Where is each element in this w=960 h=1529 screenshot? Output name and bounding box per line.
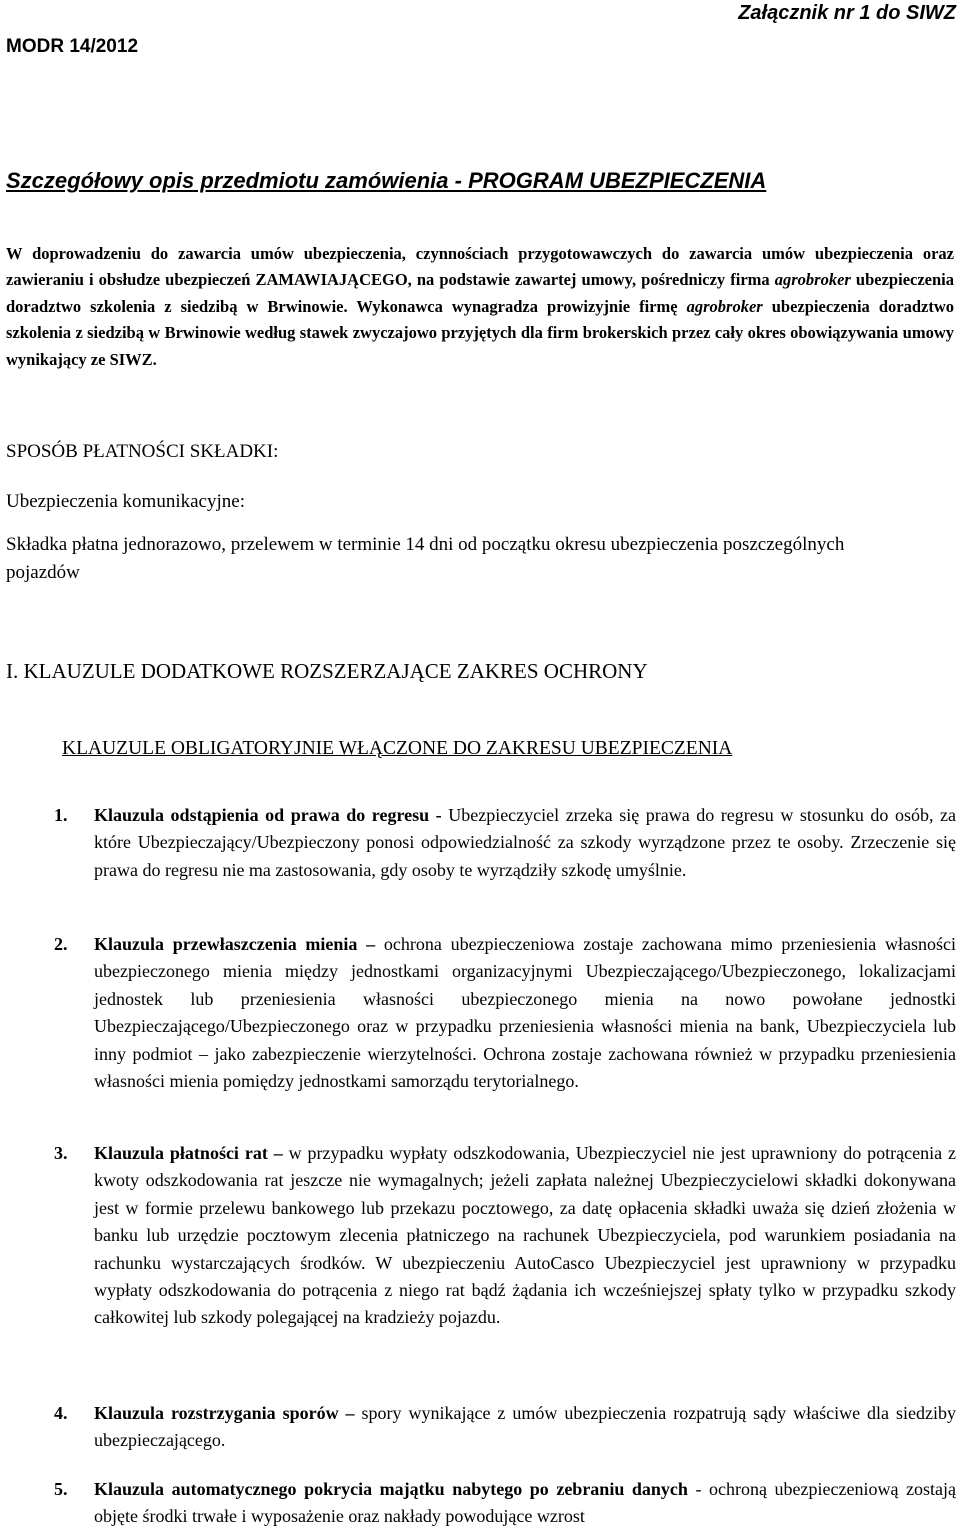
intro-text-3: ubezpieczenia doradztwo szkolenia z siedzibą w Brwinowie według stawek zwyczajowo przyjętych dla firm brokerskich przez cały okres obowiązywania umowy wynikający ze SIWZ.: [6, 296, 954, 369]
clause-title: Klauzula płatności rat –: [94, 1143, 283, 1163]
document-title: Szczegółowy opis przedmiotu zamówienia - PROGRAM UBEZPIECZENIA: [6, 168, 767, 193]
clause-title: Klauzula odstąpienia od prawa do regresu -: [94, 805, 442, 825]
clause-item: [0, 931, 960, 1095]
clause-title: Klauzula rozstrzygania sporów –: [94, 1403, 355, 1423]
payment-subheading: Ubezpieczenia komunikacyjne:: [6, 491, 245, 512]
document-reference: MODR 14/2012: [6, 36, 139, 57]
clause-body: [94, 1400, 956, 1455]
clause-title: Klauzula przewłaszczenia mienia –: [94, 934, 376, 954]
section-subheading: KLAUZULE OBLIGATORYJNIE WŁĄCZONE DO ZAKRESU UBEZPIECZENIA: [62, 738, 733, 759]
clause-item: [0, 1476, 960, 1529]
payment-heading: SPOSÓB PŁATNOŚCI SKŁADKI:: [6, 441, 279, 462]
clause-body: [94, 931, 956, 1095]
clause-number: 1.: [54, 805, 68, 825]
intro-paragraph: [6, 241, 954, 373]
clause-number: 5.: [54, 1479, 68, 1499]
clause-body: [94, 1476, 956, 1529]
clause-text: spory wynikające z umów ubezpieczenia rozpatrują sądy właściwe dla siedziby ubezpieczającego.: [94, 1403, 956, 1451]
clause-item: [0, 1140, 960, 1332]
clause-body: [94, 802, 956, 884]
clause-text: w przypadku wypłaty odszkodowania, Ubezpieczyciel nie jest uprawniony do potrącenia z kwoty odszkodowania rat jeszcze nie wymagalnych; jeżeli zapłata należnej Ubezpieczycielowi składki dokonywana jest w formie przelewu bankowego lub przekazu pocztowego, za datę opłacenia składki uważa się dzień złożenia w banku lub urzędzie pocztowym zlecenia płatniczego na rachunek Ubezpieczyciela, pod warunkiem posiadania na rachunku wystarczających środków. W ubezpieczeniu AutoCasco Ubezpieczyciel jest uprawniony w przypadku wypłaty odszkodowania do potrącenia z niego rat bądź żądania ich wcześniejszej spłaty tylko w przypadku szkody całkowitej lub szkody polegającej na kradzieży pojazdu.: [94, 1143, 956, 1328]
clause-number: 3.: [54, 1143, 68, 1163]
brand-name: agrobroker: [686, 296, 763, 316]
clause-number: 4.: [54, 1403, 68, 1423]
brand-name: agrobroker: [774, 270, 851, 290]
attachment-label: Załącznik nr 1 do SIWZ: [738, 2, 956, 24]
intro-text-2: ubezpieczenia doradztwo szkolenia z siedzibą w Brwinowie. Wykonawca wynagradza prowizyjnie firmę: [6, 270, 954, 316]
clause-text: - ochroną ubezpieczeniową zostają objęte środki trwałe i wyposażenie oraz nakłady powodujące wzrost: [94, 1479, 956, 1527]
clause-text: Ubezpieczyciel zrzeka się prawa do regresu w stosunku do osób, za które Ubezpieczający/Ubezpieczony ponosi odpowiedzialność za szkody wyrządzone przez te osoby. Zrzeczenie się prawa do regresu nie ma zastosowania, gdy osoby te wyrządziły szkodę umyślnie.: [94, 805, 957, 880]
section-heading: I. KLAUZULE DODATKOWE ROZSZERZAJĄCE ZAKRES OCHRONY: [6, 659, 648, 683]
clause-title: Klauzula automatycznego pokrycia majątku nabytego po zebraniu danych: [94, 1479, 688, 1499]
clause-number: 2.: [54, 934, 68, 954]
clause-text: ochrona ubezpieczeniowa zostaje zachowana mimo przeniesienia własności ubezpieczonego mienia między jednostkami organizacyjnymi Ubezpieczającego/Ubezpieczonego, lokalizacjami jednostek lub przeniesienia własności ubezpieczonego mienia na nowo powołane jednostki Ubezpieczającego/Ubezpieczonego oraz w przypadku przeniesienia własności mienia na bank, Ubezpieczyciela lub inny podmiot – jako zabezpieczenie wierzytelności. Ochrona zostaje zachowana również w przypadku przeniesienia własności mienia pomiędzy jednostkami samorządu terytorialnego.: [94, 934, 957, 1092]
clause-body: [94, 1140, 956, 1332]
clause-item: [0, 1400, 960, 1455]
clause-item: [0, 802, 960, 884]
intro-text-1: W doprowadzeniu do zawarcia umów ubezpieczenia, czynnościach przygotowawczych do zawarcia umów ubezpieczenia oraz zawieraniu i obsłudze ubezpieczeń ZAMAWIAJĄCEGO, na podstawie zawartej umowy, pośredniczy firma: [6, 244, 954, 290]
payment-text: Składka płatna jednorazowo, przelewem w terminie 14 dni od początku okresu ubezpieczenia poszczególnych pojazdów: [6, 534, 845, 583]
